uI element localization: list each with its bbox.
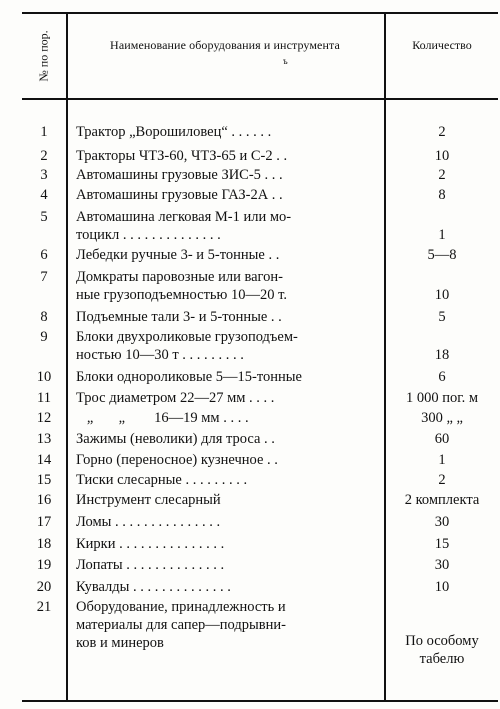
row-number: 1	[40, 124, 48, 140]
item-name-line: Зажимы (неволики) для троса . .	[76, 431, 275, 447]
table-header-border	[22, 98, 498, 100]
item-name-line: Блоки двухроликовые грузоподъем-	[76, 329, 298, 345]
item-quantity: 6	[438, 369, 446, 385]
header-stray-mark: ъ	[283, 56, 288, 66]
item-name-line: Блоки однороликовые 5—15-тонные	[76, 369, 302, 385]
item-quantity: 2	[438, 124, 446, 140]
header-number-label: № по пор.	[36, 30, 51, 82]
item-name-line: тоцикл . . . . . . . . . . . . . .	[76, 227, 221, 243]
item-name-line: Автомашины грузовые ЗИС-5 . . .	[76, 167, 283, 183]
item-quantity: 5	[438, 309, 446, 325]
item-name-line: Трос диаметром 22—27 мм . . . .	[76, 390, 275, 406]
item-quantity: 8	[438, 187, 446, 203]
item-quantity: 10	[434, 148, 450, 164]
item-quantity: 2	[438, 472, 446, 488]
item-name-line: Инструмент слесарный	[76, 492, 221, 508]
item-name-line: ностью 10—30 т . . . . . . . . .	[76, 347, 244, 363]
row-number: 16	[36, 492, 52, 508]
item-name-line: Подъемные тали 3- и 5-тонные . .	[76, 309, 282, 325]
item-name-line: ков и минеров	[76, 635, 164, 651]
item-quantity: 10	[434, 579, 450, 595]
item-quantity: 1 000 пог. м	[406, 390, 478, 406]
row-number: 6	[40, 247, 48, 263]
item-name-line: Лопаты . . . . . . . . . . . . . .	[76, 557, 225, 573]
item-quantity: 1	[438, 227, 446, 243]
item-name-line: Оборудование, принадлежность и	[76, 599, 286, 615]
row-number: 18	[36, 536, 52, 552]
row-number: 15	[36, 472, 52, 488]
item-quantity: 10	[434, 287, 450, 303]
row-number: 17	[36, 514, 52, 530]
item-quantity: 18	[434, 347, 450, 363]
row-number: 14	[36, 452, 52, 468]
item-quantity-line: По особому	[405, 633, 479, 649]
item-name-line: „ „ 16—19 мм . . . .	[76, 410, 249, 426]
item-quantity-line: табелю	[419, 651, 465, 667]
item-name-line: Тиски слесарные . . . . . . . . .	[76, 472, 248, 488]
header-name-label: Наименование оборудования и инструмента	[110, 38, 340, 52]
row-number: 10	[36, 369, 52, 385]
row-number: 2	[40, 148, 48, 164]
column-divider-number	[66, 12, 68, 702]
item-name-line: Ломы . . . . . . . . . . . . . . .	[76, 514, 221, 530]
item-quantity: 30	[434, 514, 450, 530]
item-name-line: Домкраты паровозные или вагон-	[76, 269, 283, 285]
row-number: 4	[40, 187, 48, 203]
row-number: 8	[40, 309, 48, 325]
item-name-line: материалы для сапер—подрывни-	[76, 617, 286, 633]
item-quantity: 2 комплекта	[404, 492, 480, 508]
row-number: 13	[36, 431, 52, 447]
row-number: 19	[36, 557, 52, 573]
item-name-line: Автомашины грузовые ГАЗ-2А . .	[76, 187, 283, 203]
table-bottom-border	[22, 700, 498, 702]
item-quantity: 30	[434, 557, 450, 573]
item-name-line: Трактор „Ворошиловец“ . . . . . .	[76, 124, 272, 140]
row-number: 21	[36, 599, 52, 615]
row-number: 11	[37, 390, 51, 406]
table-top-border	[22, 12, 498, 14]
item-quantity: 2	[438, 167, 446, 183]
item-name-line: Кувалды . . . . . . . . . . . . . .	[76, 579, 231, 595]
item-quantity: 60	[434, 431, 450, 447]
row-number: 9	[40, 329, 48, 345]
item-name-line: Кирки . . . . . . . . . . . . . . .	[76, 536, 225, 552]
item-name-line: Тракторы ЧТЗ-60, ЧТЗ-65 и С-2 . .	[76, 148, 288, 164]
header-number-cell	[24, 14, 64, 98]
row-number: 20	[36, 579, 52, 595]
item-quantity: 15	[434, 536, 450, 552]
row-number: 12	[36, 410, 52, 426]
header-quantity-label: Количество	[412, 38, 472, 52]
item-quantity: 5—8	[427, 247, 457, 263]
row-number: 7	[40, 269, 48, 285]
item-name-line: ные грузоподъемностью 10—20 т.	[76, 287, 288, 303]
item-quantity: 300 „ „	[421, 410, 463, 426]
item-name-line: Автомашина легковая М-1 или мо-	[76, 209, 292, 225]
item-name-line: Горно (переносное) кузнечное . .	[76, 452, 278, 468]
row-number: 3	[40, 167, 48, 183]
item-quantity: 1	[438, 452, 446, 468]
row-number: 5	[40, 209, 48, 225]
item-name-line: Лебедки ручные 3- и 5-тонные . .	[76, 247, 280, 263]
